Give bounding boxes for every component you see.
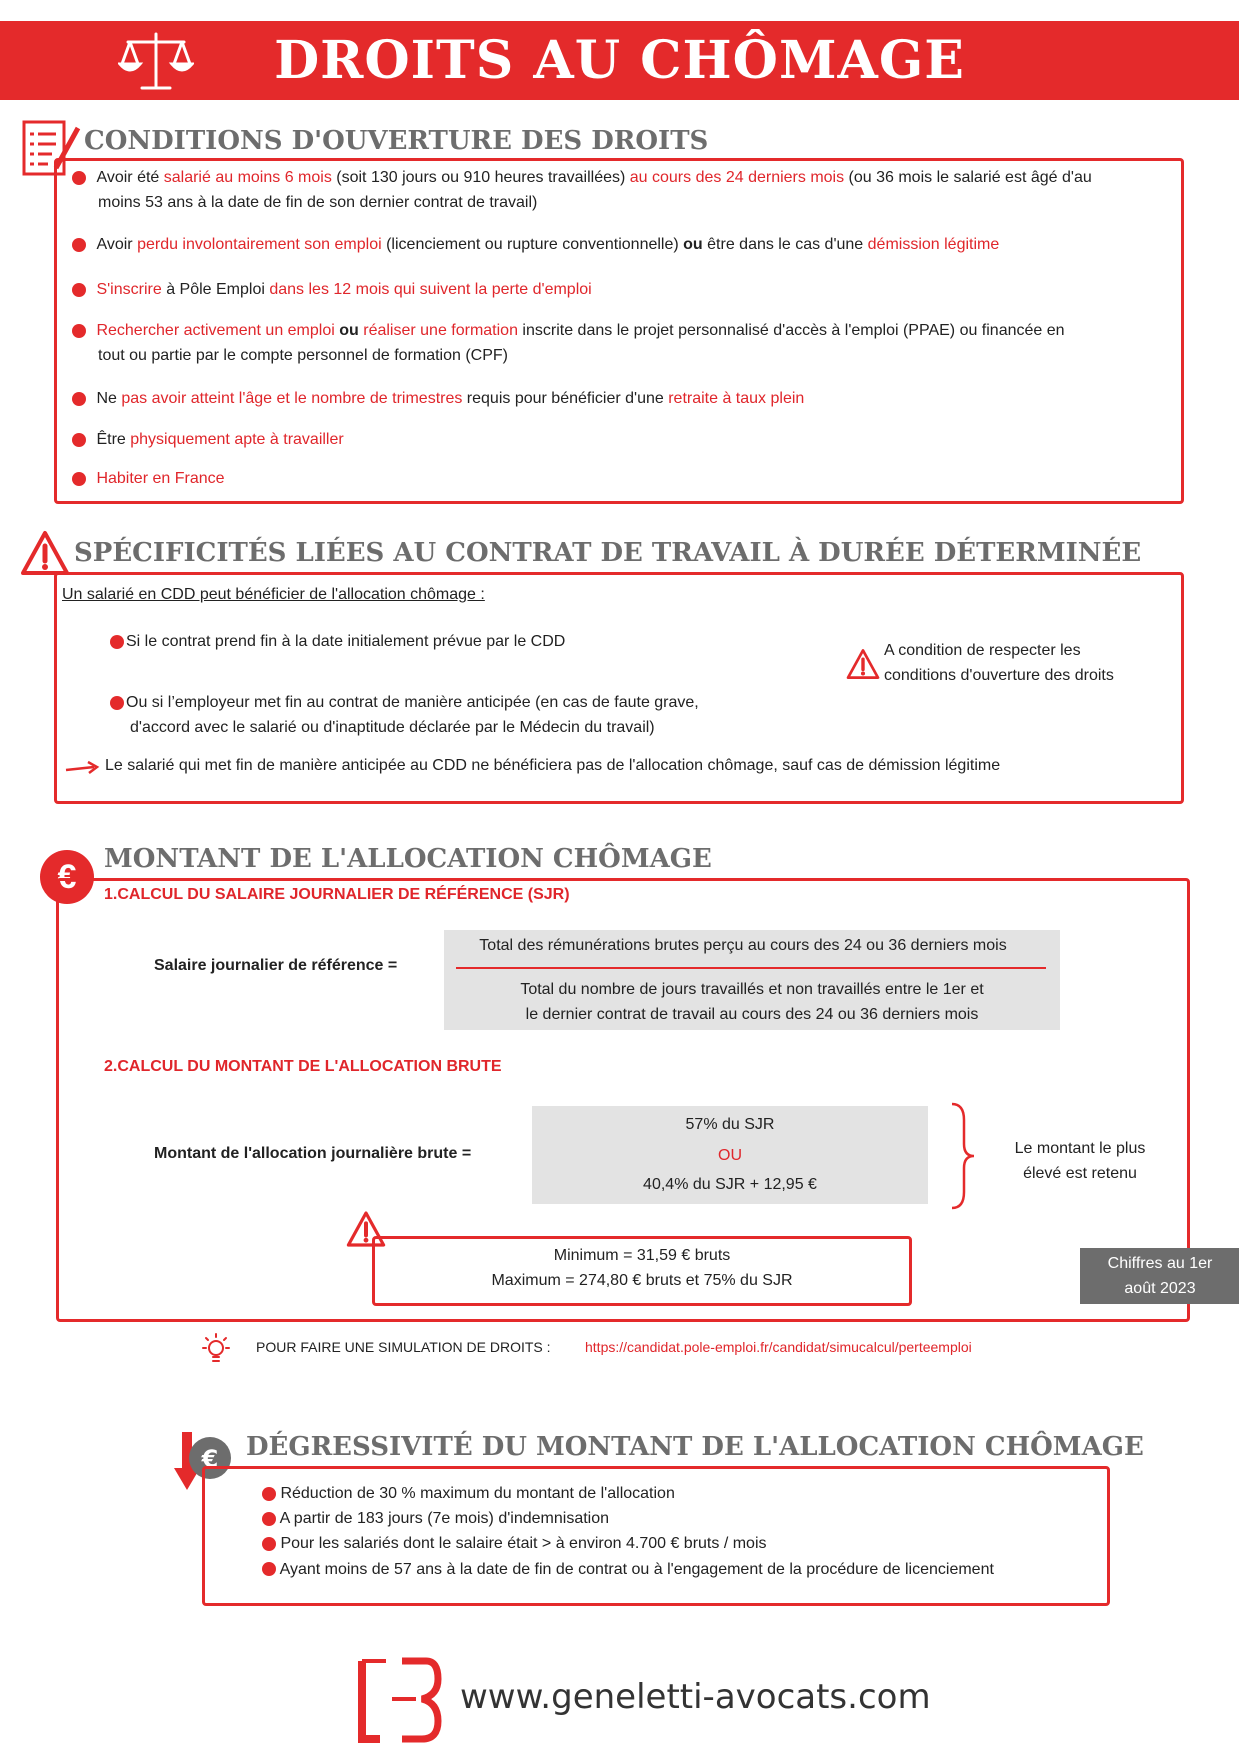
sjr-subtitle: 1.CALCUL DU SALAIRE JOURNALIER DE RÉFÉRENCE (SJR) [104, 886, 570, 903]
list-item: A partir de 183 jours (7e mois) d'indemnisation [262, 1506, 994, 1531]
condition-item: Être physiquement apte à travailler [72, 427, 344, 452]
alloc-label: Montant de l'allocation journalière brute = [154, 1145, 472, 1162]
list-item: Ayant moins de 57 ans à la date de fin de contrat ou à l'engagement de la procédure de licenciement [262, 1557, 994, 1582]
alloc-min: Minimum = 31,59 € bruts [553, 1247, 731, 1264]
sjr-denominator: Total du nombre de jours travaillés et non travaillés entre le 1er et le dernier contrat de travail au cours des 24 ou 36 derniers mois [520, 981, 984, 1023]
condition-item: Ne pas avoir atteint l'âge et le nombre de trimestres requis pour bénéficier d'une retraite à taux plein [72, 386, 804, 411]
figures-date-badge: Chiffres au 1er août 2023 [1080, 1248, 1239, 1304]
bullet [72, 472, 86, 486]
scales-icon [118, 28, 194, 94]
page-title: DROITS AU CHÔMAGE [274, 30, 965, 91]
alloc-subtitle: 2.CALCUL DU MONTANT DE L'ALLOCATION BRUTE [104, 1058, 502, 1075]
sjr-label: Salaire journalier de référence = [154, 957, 398, 974]
condition-item: Avoir été salarié au moins 6 mois (soit 130 jours ou 910 heures travaillées) au cours des 24 derniers mois (ou 36 mois le salarié est âgé d'au moins 53 ans à la date de fin de son dernier contrat de travail) [72, 165, 1092, 215]
alloc-option-1: 57% du SJR [685, 1116, 775, 1133]
fraction-line [456, 967, 1046, 969]
bullet [72, 433, 86, 447]
list-item: Réduction de 30 % maximum du montant de l'allocation [262, 1481, 994, 1506]
simulation-label: POUR FAIRE UNE SIMULATION DE DROITS : [256, 1339, 551, 1355]
cdd-arrow-note: Le salarié qui met fin de manière anticipée au CDD ne bénéficiera pas de l'allocation chômage, sauf cas de démission légitime [105, 757, 1001, 774]
brace-icon [948, 1100, 976, 1212]
cdd-item: Ou si l’employeur met fin au contrat de manière anticipée (en cas de faute grave, d'accord avec le salarié ou d'inaptitude déclarée par le Médecin du travail) [110, 690, 699, 740]
bullet [72, 324, 86, 338]
alloc-retenu-note: Le montant le plus élevé est retenu [1014, 1140, 1146, 1182]
cdd-intro: Un salarié en CDD peut bénéficier de l'allocation chômage : [62, 586, 485, 603]
lightbulb-icon [198, 1332, 234, 1368]
section-montant-title: MONTANT DE L'ALLOCATION CHÔMAGE [104, 844, 712, 874]
arrow-icon [64, 760, 100, 776]
website-link[interactable]: www.geneletti-avocats.com [460, 1677, 931, 1717]
alloc-option-2: 40,4% du SJR + 12,95 € [643, 1176, 817, 1193]
alloc-or: OU [718, 1147, 742, 1164]
list-item: Pour les salariés dont le salaire était > à environ 4.700 € bruts / mois [262, 1531, 994, 1556]
bullet [110, 635, 124, 649]
bullet [110, 696, 124, 710]
bullet [262, 1537, 276, 1551]
degressivite-list [262, 1481, 994, 1582]
condition-item: Habiter en France [72, 466, 225, 491]
condition-item: S'inscrire à Pôle Emploi dans les 12 mois qui suivent la perte d'emploi [72, 277, 592, 302]
bullet [262, 1487, 276, 1501]
warning-icon [846, 648, 880, 680]
bullet [262, 1562, 276, 1576]
section-cdd-title: SPÉCIFICITÉS LIÉES AU CONTRAT DE TRAVAIL À DURÉE DÉTERMINÉE [74, 538, 1142, 568]
bullet [72, 283, 86, 297]
cdd-note: A condition de respecter les conditions d'ouverture des droits [884, 642, 1114, 684]
svg-text:€: € [201, 1445, 219, 1473]
condition-item: Rechercher activement un emploi ou réaliser une formation inscrite dans le projet personnalisé d'accès à l'emploi (PPAE) ou financée en tout ou partie par le compte personnel de formation (CPF) [72, 318, 1065, 368]
cdd-item: Si le contrat prend fin à la date initialement prévue par le CDD [110, 629, 565, 654]
bullet [262, 1512, 276, 1526]
sjr-numerator: Total des rémunérations brutes perçu au cours des 24 ou 36 derniers mois [479, 937, 1007, 954]
alloc-max: Maximum = 274,80 € bruts et 75% du SJR [491, 1272, 793, 1289]
bullet [72, 238, 86, 252]
condition-item: Avoir perdu involontairement son emploi (licenciement ou rupture conventionnelle) ou être dans le cas d'une démission légitime [72, 232, 999, 257]
simulation-link[interactable]: https://candidat.pole-emploi.fr/candidat/simucalcul/perteemploi [585, 1339, 972, 1355]
section-conditions-title: CONDITIONS D'OUVERTURE DES DROITS [84, 126, 709, 156]
bullet [72, 171, 86, 185]
section-degressivite-title: DÉGRESSIVITÉ DU MONTANT DE L'ALLOCATION CHÔMAGE [246, 1432, 1144, 1462]
bullet [72, 392, 86, 406]
firm-logo [352, 1655, 442, 1745]
euro-icon: € [40, 850, 94, 904]
warning-icon [20, 530, 70, 576]
